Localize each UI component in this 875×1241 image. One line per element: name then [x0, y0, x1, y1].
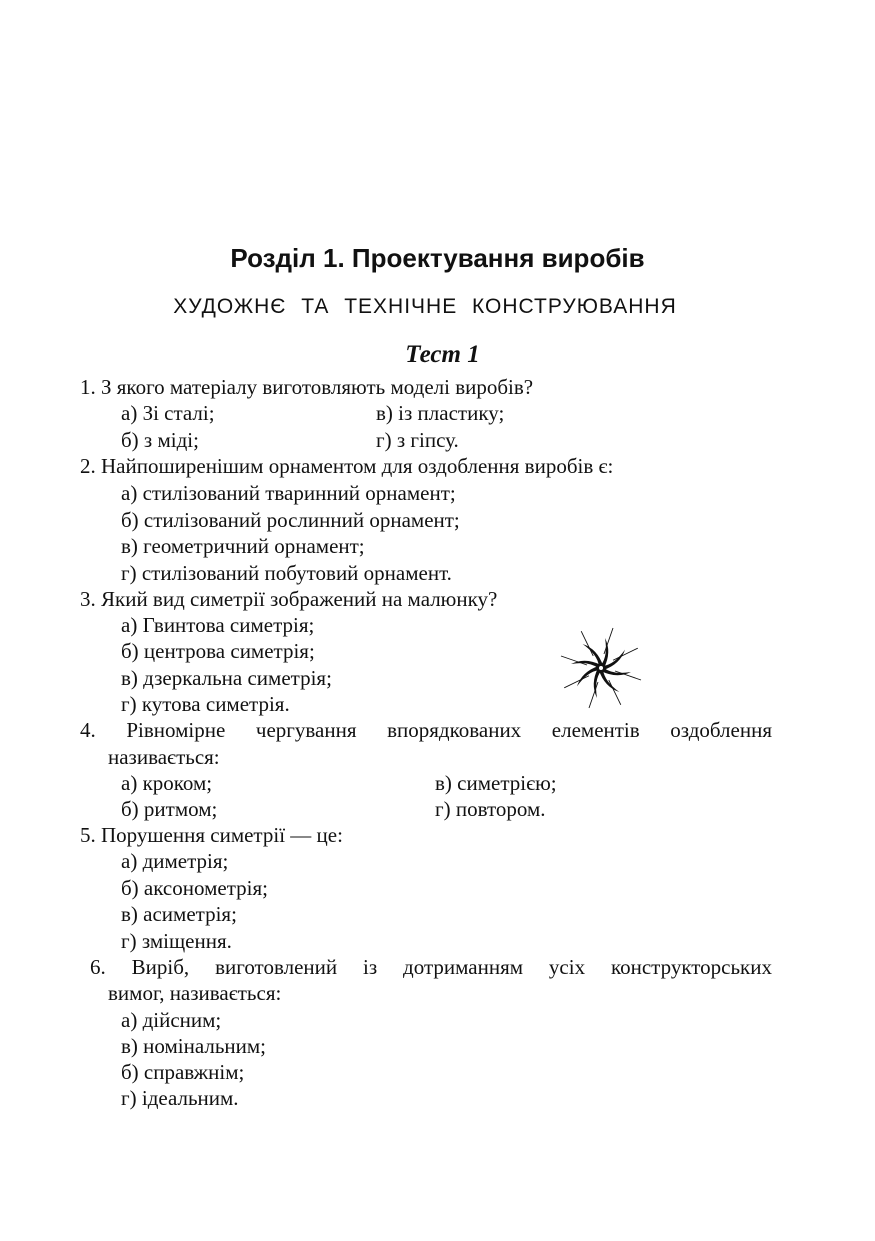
question-6-answer-a: а) дійсним; — [121, 1008, 222, 1032]
question-5-answer-g: г) зміщення. — [121, 929, 232, 953]
question-1-answer-a: а) Зі сталі; — [121, 401, 215, 425]
subsection-title: ХУДОЖНЄ ТА ТЕХНІЧНЕ КОНСТРУЮВАННЯ — [173, 295, 677, 318]
question-6-stem: 6. Виріб, виготовлений із дотриманням усіх конструкторських — [90, 955, 772, 979]
question-4-answer-v: в) симетрією; — [435, 771, 557, 795]
question-6-stem-continued: вимог, називається: — [108, 981, 282, 1005]
question-5-answer-v: в) асиметрія; — [121, 902, 237, 926]
section-title: Розділ 1. Проектування виробів — [230, 243, 645, 273]
test-title: Тест 1 — [405, 341, 480, 368]
question-5-answer-a: а) диметрія; — [121, 849, 229, 873]
question-5-answer-b: б) аксонометрія; — [121, 876, 268, 900]
question-1-stem: 1. З якого матеріалу виготовляють моделі виробів? — [80, 375, 534, 399]
question-4-stem: 4. Рівномірне чергування впорядкованих елементів оздоблення — [80, 718, 772, 742]
question-6-answer-v: в) номінальним; — [121, 1034, 267, 1058]
question-1-answer-g: г) з гіпсу. — [376, 428, 459, 452]
question-3-stem: 3. Який вид симетрії зображений на малюнку? — [80, 587, 498, 611]
question-3-answer-g: г) кутова симетрія. — [121, 692, 290, 716]
question-3-answer-v: в) дзеркальна симетрія; — [121, 666, 332, 690]
question-2-answer-a: а) стилізований тваринний орнамент; — [121, 481, 456, 505]
question-5-stem: 5. Порушення симетрії — це: — [80, 823, 343, 847]
question-2-answer-b: б) стилізований рослинний орнамент; — [121, 508, 460, 532]
screw-symmetry-figure — [557, 626, 645, 710]
question-2-answer-v: в) геометричний орнамент; — [121, 534, 365, 558]
question-2-answer-g: г) стилізований побутовий орнамент. — [121, 561, 452, 585]
question-4-answer-g: г) повтором. — [435, 797, 546, 821]
question-4-answer-a: а) кроком; — [121, 771, 213, 795]
question-2-stem: 2. Найпоширенішим орнаментом для оздоблення виробів є: — [80, 454, 614, 478]
question-3-answer-b: б) центрова симетрія; — [121, 639, 315, 663]
question-3-answer-a: а) Гвинтова симетрія; — [121, 613, 315, 637]
question-4-stem-continued: називається: — [108, 745, 220, 769]
question-1-answer-v: в) із пластику; — [376, 401, 505, 425]
question-6-answer-b: б) справжнім; — [121, 1060, 245, 1084]
question-6-answer-g: г) ідеальним. — [121, 1086, 239, 1110]
question-4-answer-b: б) ритмом; — [121, 797, 218, 821]
question-1-answer-b: б) з міді; — [121, 428, 199, 452]
